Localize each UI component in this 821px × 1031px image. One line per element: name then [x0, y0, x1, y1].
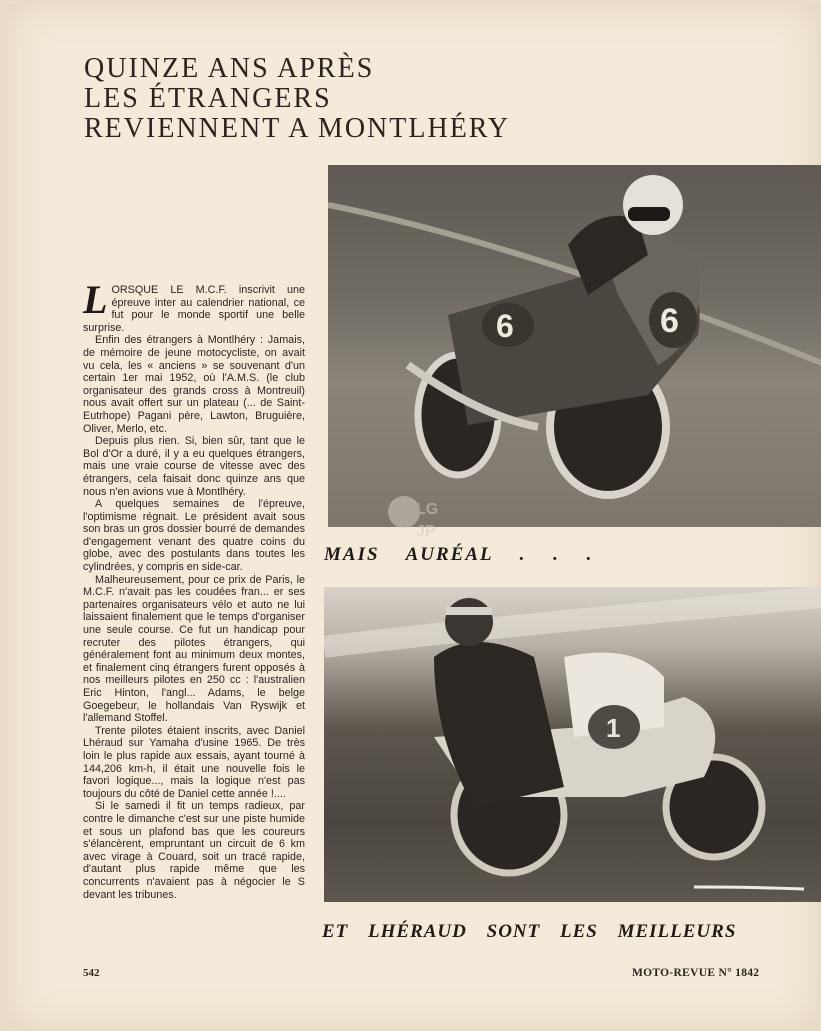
motorcycle-photo-1: [328, 165, 821, 527]
paragraph-6: Trente pilotes étaient inscrits, avec Daniel Lhéraud sur Yamaha d'usine 1965. De très loin le plus rapide aux essais, ayant tourné à 144,206 km-h, il était une nouvelle fois le favori logique..., mais la logique n'est pas toujours du côté de Daniel cette année !....: [83, 724, 305, 800]
paragraph-3: Depuis plus rien. Si, bien sûr, tant que le Bol d'Or a duré, il y a eu quelques étrangers, mais une vraie course de vitesse avec des étrangers, cela faisait donc quinze ans que nous n'en avions vue à Montlhéry.: [83, 435, 305, 498]
race-number-6-front: 6: [660, 302, 679, 340]
title-line-3: REVIENNENT A MONTLHÉRY: [84, 113, 511, 144]
article-body: [83, 277, 305, 901]
page-number: 542: [83, 967, 100, 979]
drop-cap: L: [83, 277, 108, 322]
title-line-2: LES ÉTRANGERS: [84, 83, 332, 114]
magazine-page: [8, 4, 818, 1028]
watermark-line-2: JP: [416, 523, 436, 540]
caption-aureal: MAIS AURÉAL . . .: [324, 544, 594, 565]
photo-rider-auréal: [328, 165, 821, 527]
race-number-6: 6: [496, 308, 514, 344]
article-title: [84, 54, 510, 144]
paragraph-1-text: ORSQUE LE M.C.F. inscrivit une épreuve inter au calendrier national, ce fut pour le monde sportif une belle surprise.: [83, 284, 305, 334]
paragraph-1: [83, 277, 305, 334]
photo-rider-lheraud: [324, 587, 821, 902]
race-number-1: 1: [606, 713, 621, 743]
paragraph-2: Enfin des étrangers à Montlhéry : Jamais, de mémoire de jeune motocycliste, on avait vu cela, les « anciens » se souvenant d'un certain 1er mai 1952, où l'A.M.S. (le club organisateur des grands cross à Montreuil) nous avait offert sur un plateau (... de Saint-Eutrhope) Pagani père, Lawton, Bruguière, Oliver, Merlo, etc.: [83, 334, 305, 435]
watermark-line-1: LG: [416, 501, 439, 518]
motorcycle-photo-2: [324, 587, 821, 902]
title-line-1: QUINZE ANS APRÈS: [84, 53, 375, 84]
paragraph-7: Si le samedi il fit un temps radieux, par contre le dimanche c'est sur une piste humide et sous un plafond bas que les coureurs s'élancèrent, empruntant un circuit de 6 km avec virage à Couard, soit un tracé rapide, d'autant plus rapide même que les concurrents n'avaient pas à négocier le S devant les tribunes.: [83, 800, 305, 901]
magazine-issue: MOTO-REVUE N° 1842: [632, 967, 760, 979]
lgjp-watermark: [382, 490, 452, 546]
paragraph-5: Malheureusement, pour ce prix de Paris, le M.C.F. n'avait pas les coudées fran... er ses partenaires organisateurs vélo et auto ne lui laissaient finalement que le temps d'organiser une seule course. Ce fut un handicap pour recruter des pilotes étrangers, qui généralement font au minimum deux montes, et finalement cinq étrangers furent opposés à nos meilleurs pilotes en 250 cc : l'australien Eric Hinton, l'angl... Adams, le belge Goegebeur, le hollandais Van Ryswijk et l'allemand Stoffel.: [83, 573, 305, 725]
caption-lheraud: ET LHÉRAUD SONT LES MEILLEURS: [322, 921, 737, 942]
paragraph-4: A quelques semaines de l'épreuve, l'optimisme régnait. Le président avait sous son bras un gros dossier bourré de demandes d'engagement venant des quatre coins du globe, avec des postulants dans toutes les cylindrées, y compris en side-car.: [83, 498, 305, 574]
